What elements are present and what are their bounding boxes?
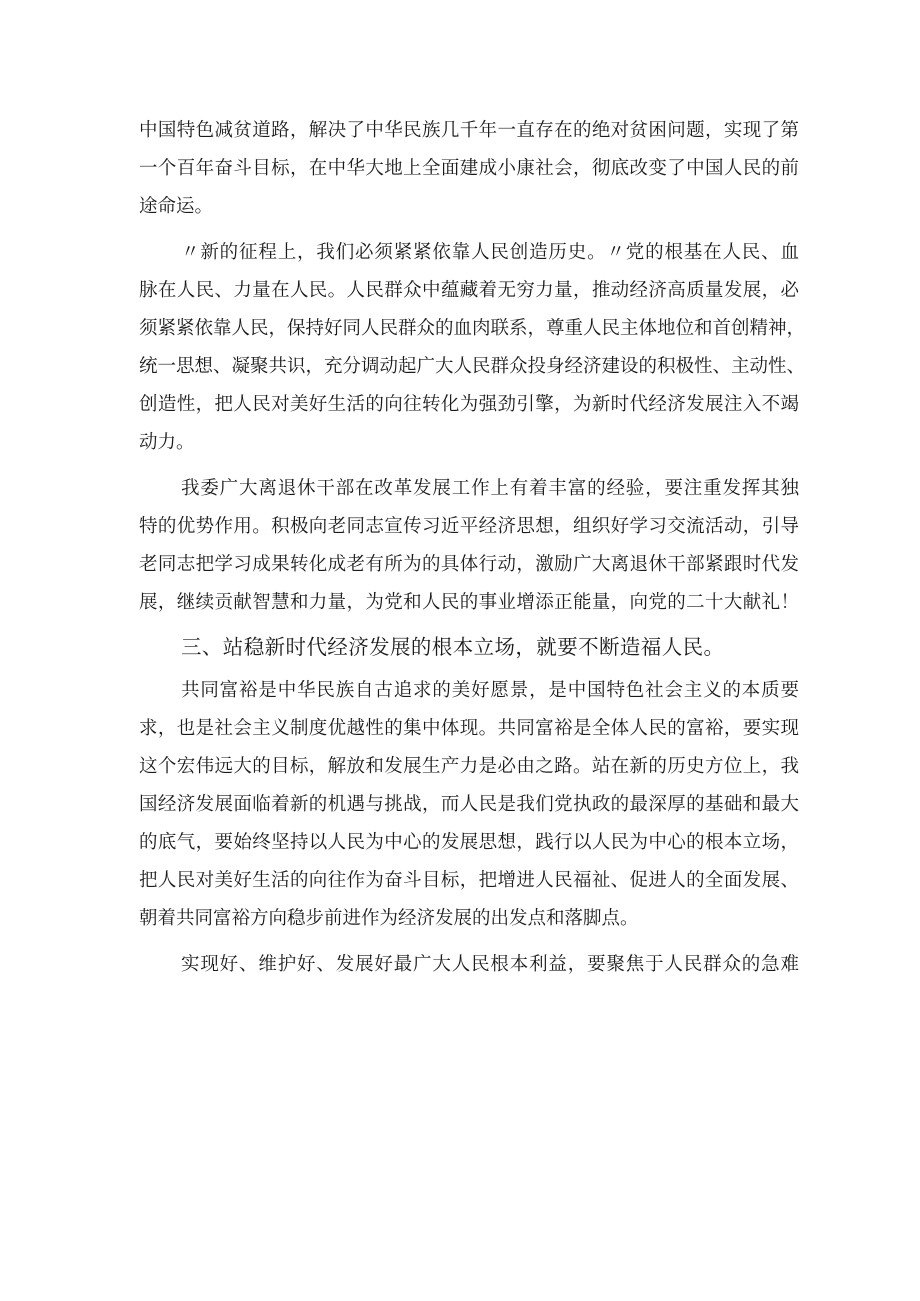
paragraph-line: 求，也是社会主义制度优越性的集中体现。共同富裕是全体人民的富裕，要实现 [139, 718, 799, 739]
document-page [139, 112, 806, 984]
paragraph-line: 这个宏伟远大的目标，解放和发展生产力是必由之路。站在新的历史方位上，我 [139, 756, 799, 777]
paragraph-line: 〃新的征程上，我们必须紧紧依靠人民创造历史。〃党的根基在人民、血 [181, 242, 799, 263]
paragraph-line: 途命运。 [139, 196, 214, 217]
paragraph-line: 的底气，要始终坚持以人民为中心的发展思想，践行以人民为中心的根本立场， [139, 832, 799, 853]
section-heading [139, 626, 799, 668]
paragraph-line: 把人民对美好生活的向往作为奋斗目标，把增进人民福祉、促进人的全面发展、 [139, 870, 799, 891]
paragraph-line: 我委广大离退休干部在改革发展工作上有着丰富的经验，要注重发挥其独 [181, 478, 799, 499]
paragraph-line: 实现好、维护好、发展好最广大人民根本利益，要聚焦于人民群众的急难 [181, 954, 799, 975]
paragraph-line: 脉在人民、力量在人民。人民群众中蕴藏着无穷力量，推动经济高质量发展，必 [139, 280, 799, 301]
paragraph-line: 创造性，把人民对美好生活的向往转化为强劲引擎，为新时代经济发展注入不竭 [139, 394, 799, 415]
paragraph-4 [139, 672, 799, 938]
paragraph-line: 一个百年奋斗目标，在中华大地上全面建成小康社会，彻底改变了中国人民的前 [139, 158, 799, 179]
paragraph-line: 老同志把学习成果转化成老有所为的具体行动，激励广大离退休干部紧跟时代发 [139, 554, 799, 575]
paragraph-line: 统一思想、凝聚共识，充分调动起广大人民群众投身经济建设的积极性、主动性、 [139, 356, 806, 377]
paragraph-line: 动力。 [139, 432, 195, 453]
paragraph-3 [139, 470, 799, 622]
paragraph-line: 展，继续贡献智慧和力量，为党和人民的事业增添正能量，向党的二十大献礼！ [139, 592, 799, 613]
paragraph-line: 共同富裕是中华民族自古追求的美好愿景，是中国特色社会主义的本质要 [181, 680, 799, 701]
paragraph-line: 须紧紧依靠人民，保持好同人民群众的血肉联系，尊重人民主体地位和首创精神， [139, 318, 806, 339]
paragraph-line: 中国特色减贫道路，解决了中华民族几千年一直存在的绝对贫困问题，实现了第 [139, 120, 799, 141]
paragraph-1 [139, 112, 799, 226]
section-heading-text: 三、站稳新时代经济发展的根本立场，就要不断造福人民。 [181, 635, 725, 659]
paragraph-line: 朝着共同富裕方向稳步前进作为经济发展的出发点和落脚点。 [139, 908, 639, 929]
paragraph-line: 国经济发展面临着新的机遇与挑战，而人民是我们党执政的最深厚的基础和最大 [139, 794, 799, 815]
paragraph-line: 特的优势作用。积极向老同志宣传习近平经济思想，组织好学习交流活动，引导 [139, 516, 799, 537]
paragraph-2 [139, 234, 806, 462]
paragraph-5 [139, 946, 799, 984]
